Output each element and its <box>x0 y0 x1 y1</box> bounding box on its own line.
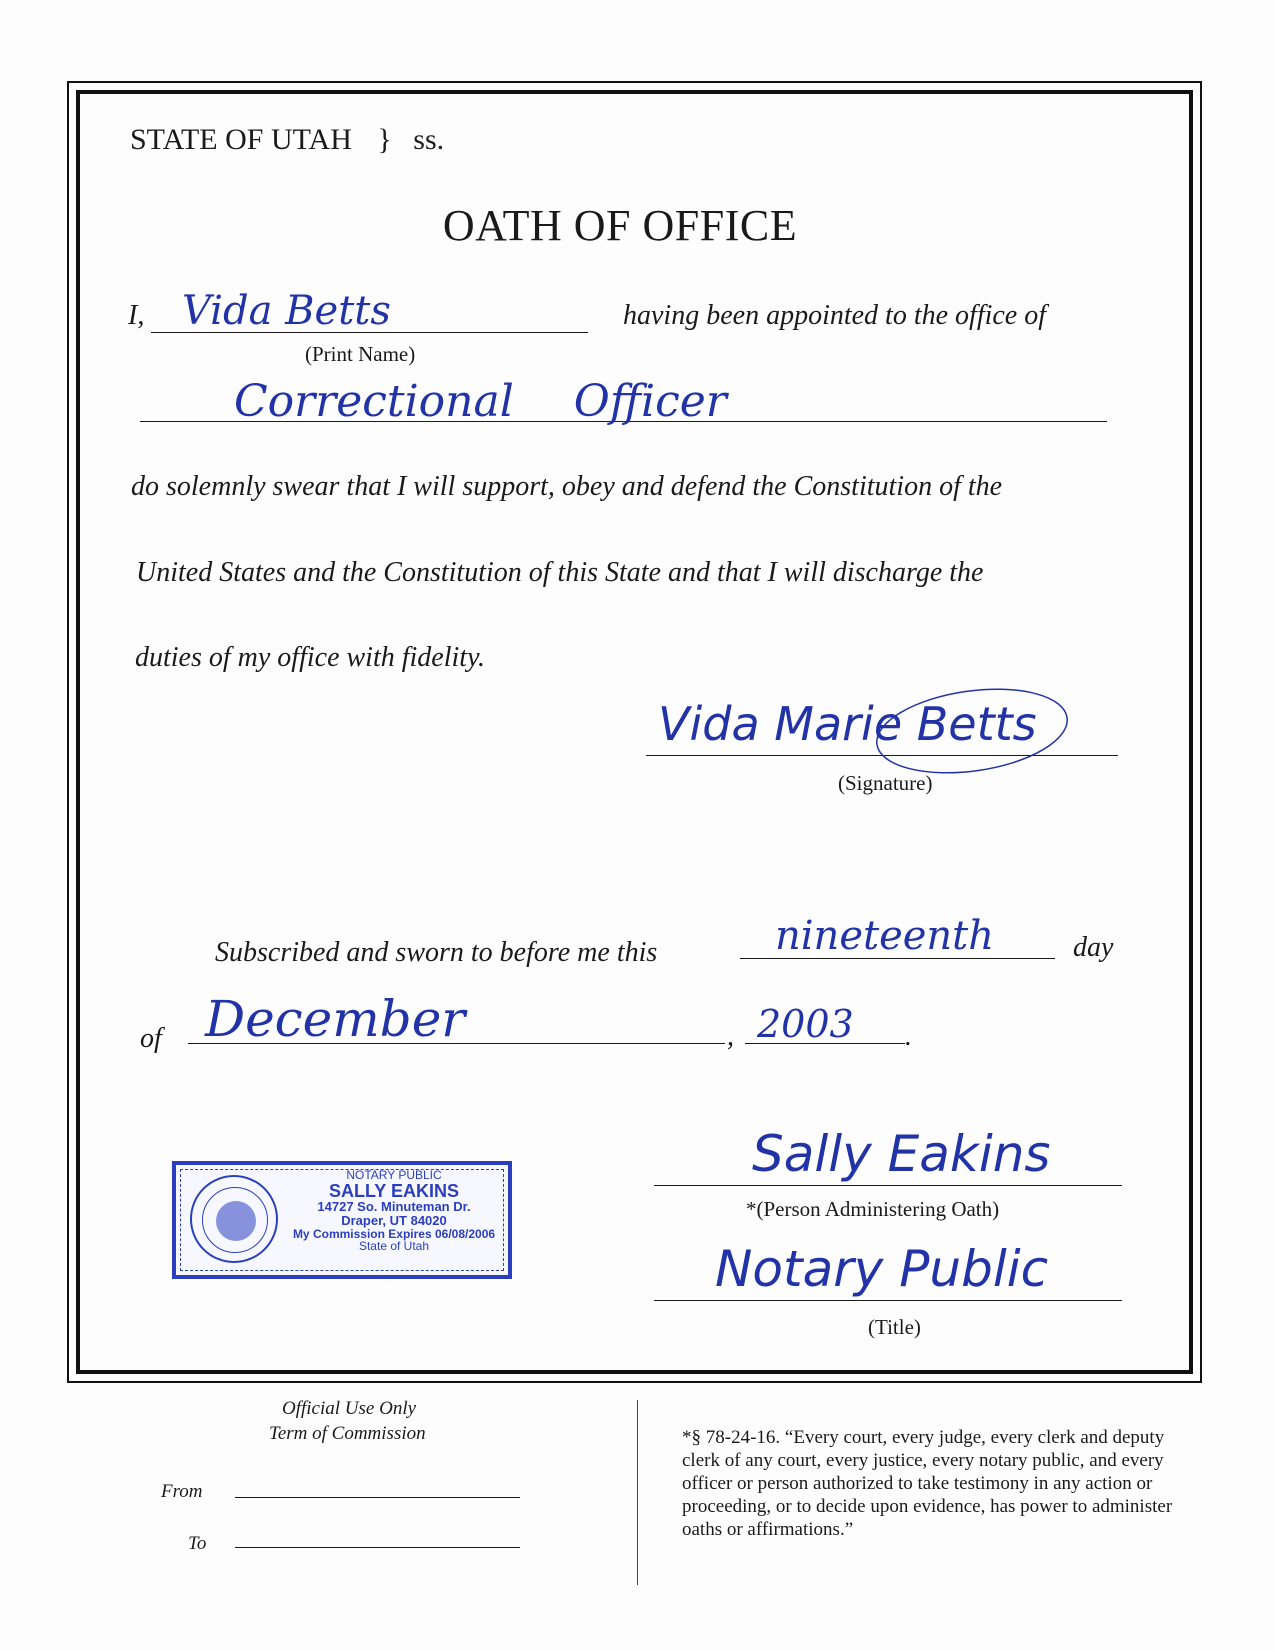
administrator-label: *(Person Administering Oath) <box>746 1197 1000 1221</box>
stamp-line-1: NOTARY PUBLIC <box>346 1168 442 1182</box>
stamp-line-4: Draper, UT 84020 <box>341 1213 447 1229</box>
to-label: To <box>188 1533 207 1554</box>
page-title: OATH OF OFFICE <box>442 201 798 250</box>
administrator-line <box>654 1185 1122 1186</box>
administrator-signature: Sally Eakins <box>752 1125 1051 1183</box>
brace: } <box>377 123 392 156</box>
stamp-line-2: SALLY EAKINS <box>328 1180 460 1201</box>
subscribed-text: Subscribed and sworn to before me this <box>215 937 658 968</box>
notary-stamp <box>172 1161 512 1279</box>
office-value: Correctional Officer <box>234 376 727 427</box>
signature-label: (Signature) <box>838 771 933 795</box>
oath-line-2: United States and the Constitution of this State and that I will discharge the <box>136 557 984 588</box>
stamp-line-6: State of Utah <box>358 1239 430 1254</box>
oath-line-1: do solemnly swear that I will support, obey and defend the Constitution of the <box>131 471 1003 502</box>
year-value: 2003 <box>757 1002 854 1046</box>
of-label: of <box>140 1023 162 1054</box>
state-heading <box>130 123 444 157</box>
to-line <box>235 1547 520 1548</box>
stamp-line-5: My Commission Expires 06/08/2006 <box>292 1226 496 1241</box>
footer-divider <box>637 1400 638 1585</box>
seal-emblem <box>216 1201 256 1241</box>
term-label: Term of Commission <box>269 1423 426 1444</box>
from-label: From <box>161 1481 203 1502</box>
state-name: STATE OF UTAH <box>130 123 352 156</box>
ss-label: ss. <box>413 123 445 156</box>
statute-note: *§ 78-24-16. “Every court, every judge, every clerk and deputy clerk of any court, every justice, every notary public, and every officer or person authorized to take testimony in any action or proceeding, or to decide upon evidence, has power to administer oaths or affirmations.” <box>682 1427 1173 1540</box>
signature-value: Vida Marie Betts <box>658 697 1037 751</box>
stamp-text <box>284 1169 504 1253</box>
i-prefix: I, <box>128 300 145 331</box>
oath-line-3: duties of my office with fidelity. <box>135 642 485 673</box>
appointed-text: having been appointed to the office of <box>623 300 1047 331</box>
official-use-label: Official Use Only <box>282 1398 417 1419</box>
print-name-value: Vida Betts <box>182 288 391 334</box>
day-label: day <box>1073 932 1114 963</box>
title-value: Notary Public <box>715 1240 1049 1298</box>
from-line <box>235 1497 520 1498</box>
stamp-line-3: 14727 So. Minuteman Dr. <box>317 1199 471 1215</box>
comma: , <box>727 1021 734 1052</box>
day-value: nineteenth <box>775 913 995 959</box>
print-name-label: (Print Name) <box>305 342 416 366</box>
month-value: December <box>205 990 466 1048</box>
title-label: (Title) <box>868 1315 921 1339</box>
period: . <box>905 1021 912 1052</box>
state-seal <box>190 1175 278 1263</box>
signature-flourish <box>872 676 1072 786</box>
title-line <box>654 1300 1122 1301</box>
